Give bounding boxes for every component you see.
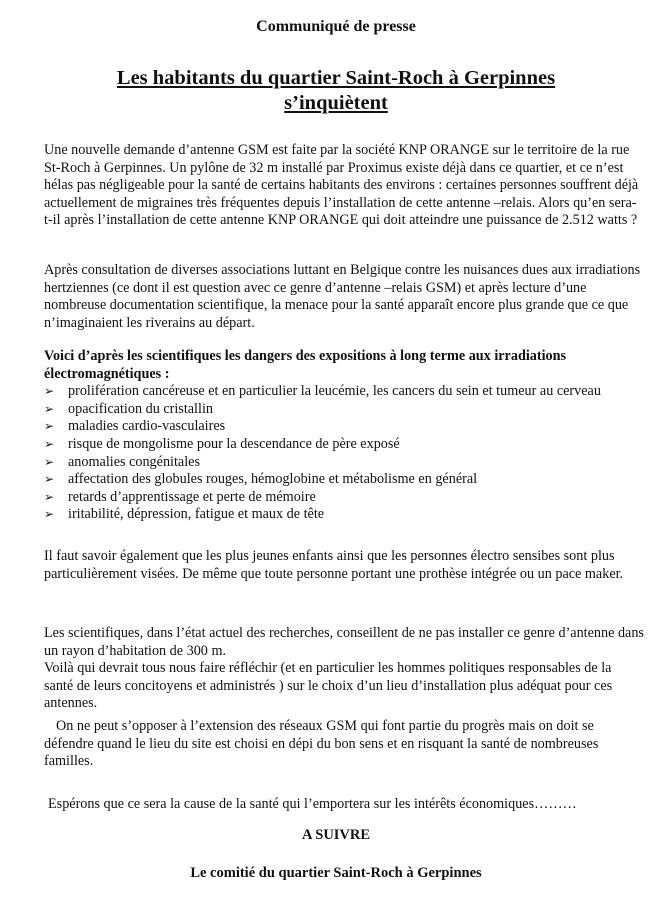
title-line-2: s’inquiètent bbox=[284, 92, 388, 114]
arrow-bullet-icon: ➢ bbox=[44, 454, 55, 469]
dangers-heading: Voici d’après les scientifiques les dangers des expositions à long terme aux irradiations électromagnétiques : bbox=[44, 348, 567, 382]
paragraph-recommendation-distance: Les scientifiques, dans l’état actuel des recherches, conseillent de ne pas installer ce genre d’antenne dans un rayon d’habitation de 300 m. bbox=[44, 625, 644, 659]
paragraph-gsm-extension: On ne peut s’opposer à l’extension des réseaux GSM qui font partie du progrès mais on doit se défendre quand le lieu du site est choisi en dépi du bon sens et en risquant la santé de nombreuses familles. bbox=[44, 718, 599, 770]
list-item: ➢ prolifération cancéreuse et en particulier la leucémie, les cancers du sein et tumeur au cerveau bbox=[44, 383, 601, 400]
arrow-bullet-icon: ➢ bbox=[44, 419, 55, 434]
arrow-bullet-icon: ➢ bbox=[44, 384, 55, 399]
arrow-bullet-icon: ➢ bbox=[44, 436, 55, 451]
follow-up-label: A SUIVRE bbox=[301, 827, 371, 843]
list-item: ➢ retards d’apprentissage et perte de mémoire bbox=[44, 488, 316, 505]
arrow-bullet-icon: ➢ bbox=[44, 507, 55, 522]
paragraph-hope: Espérons que ce sera la cause de la santé qui l’emportera sur les intérêts économiques……… bbox=[48, 796, 577, 812]
paragraph-consultation: Après consultation de diverses associations luttant en Belgique contre les nuisances dues aux irradiations hertziennes (ce dont il est question avec ce genre d’antenne –relais GSM) et après lecture d’une nombreuse documentation scientifique, la menace pour la santé apparaît encore plus grande que ce que n’imaginaient les riverains au départ. bbox=[44, 262, 641, 331]
dangers-section bbox=[44, 348, 644, 524]
paragraph-antenna-request: Une nouvelle demande d’antenne GSM est faite par la société KNP ORANGE sur le territoire de la rue St-Roch à Gerpinnes. Un pylône de 32 m installé par Proximus existe déjà dans ce quartier, et ce n’est hélas pas négligeable pour la santé de certains habitants des environs : certaines personnes souffrent déjà actuellement de migraines très fréquentes depuis l’installation de cette antenne –relais. Alors qu’en sera-t-il après l’installation de cette antenne KNP ORANGE qui doit atteindre une puissance de 2.512 watts ? bbox=[44, 142, 639, 229]
dangers-list bbox=[44, 383, 644, 524]
list-item: ➢ iritabilité, dépression, fatigue et maux de tête bbox=[44, 506, 325, 523]
signature: Le comitié du quartier Saint-Roch à Gerpinnes bbox=[190, 865, 482, 881]
document-header: Communiqué de presse bbox=[256, 18, 416, 35]
list-item: ➢ opacification du cristallin bbox=[44, 400, 213, 417]
arrow-bullet-icon: ➢ bbox=[44, 489, 55, 504]
arrow-bullet-icon: ➢ bbox=[44, 401, 55, 416]
paragraph-recommendation-politics: Voilà qui devrait tous nous faire réfléchir (et en particulier les hommes politiques responsables de la santé de leurs concitoyens et administrés ) sur le choix d’un lieu d’installation plus adéquat pour ces antennes. bbox=[44, 660, 613, 712]
paragraph-recommendations bbox=[44, 625, 644, 713]
document-title bbox=[0, 66, 672, 116]
list-item: ➢ maladies cardio-vasculaires bbox=[44, 418, 226, 435]
paragraph-sensitive-people: Il faut savoir également que les plus jeunes enfants ainsi que les personnes électro sensibes sont plus particulièrement visées. De même que toute personne portant une prothèse intégrée ou un pace maker. bbox=[44, 548, 624, 582]
list-item: ➢ anomalies congénitales bbox=[44, 453, 200, 470]
title-line-1: Les habitants du quartier Saint-Roch à Gerpinnes bbox=[116, 67, 556, 89]
list-item: ➢ affectation des globules rouges, hémoglobine et métabolisme en général bbox=[44, 471, 478, 488]
arrow-bullet-icon: ➢ bbox=[44, 472, 55, 487]
list-item: ➢ risque de mongolisme pour la descendance de père exposé bbox=[44, 435, 400, 452]
